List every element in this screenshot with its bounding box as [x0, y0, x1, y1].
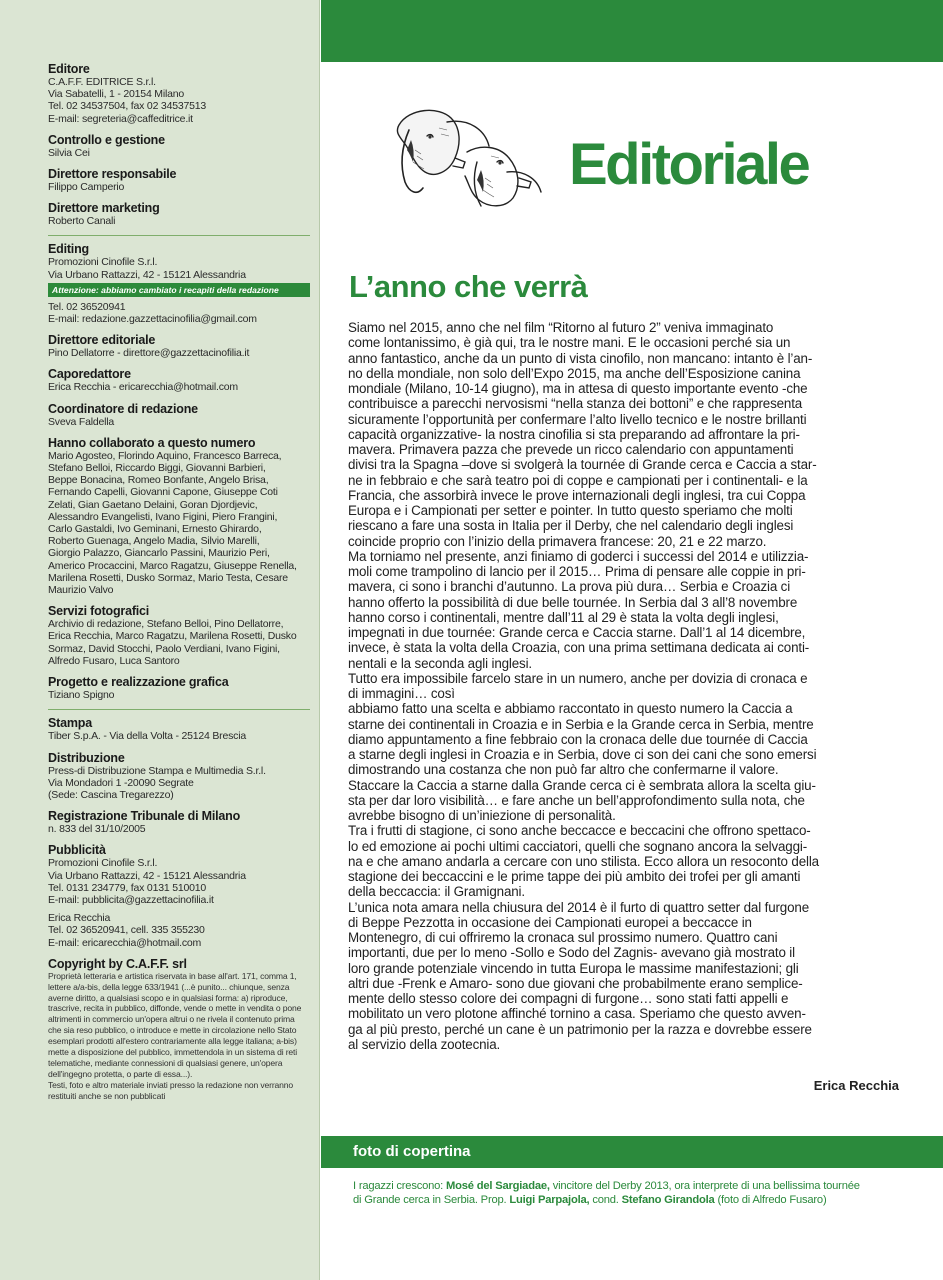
masthead-line: Beppe Bonacina, Romeo Bonfante, Angelo Brisa,: [48, 474, 269, 487]
masthead-line: Giorgio Palazzo, Giancarlo Passini, Maurizio Peri,: [48, 547, 270, 560]
article-line: Ma torniamo nel presente, anzi finiamo di goderci i successi del 2014 e utilizzia-: [348, 548, 809, 564]
article-line: Europa e i Campionati per setter e pointer. In tutto questo speriamo che molti: [348, 503, 793, 518]
article-line: ne in febbraio e che sarà teatro poi di coppe e campionati per i continentali- e la: [348, 472, 808, 488]
caption-line: [353, 1194, 928, 1208]
article-line: lo ed emozione ai pochi ultimi cacciatori, quelli che sognano ancora la selvaggi-: [348, 838, 808, 854]
article-title: L’anno che verrà: [349, 269, 588, 304]
masthead-section-editore: [48, 62, 310, 125]
masthead-line: Sveva Faldella: [48, 415, 115, 428]
copyright-notice: Proprietà letteraria e artistica riservata in base all'art. 171, comma 1, lettere a/a-bis, della legge 633/1941 (...è punito... chiunque, senza averne diritto, a qualsiasi scopo e in qualsiasi forma: a) riproduce, trascrive, recita in pubblico, diffonde, vende o mette in vendita o pone altrimenti in commercio un'opera altrui o ne rivela il contenuto prima che sia reso pubblico, o introduce e mette in circolazione nello Stato esemplari prodotti all'estero contrariamente alla legge italiana; a-bis) mette a disposizione del pubblico, immettendola in un sistema di reti telematiche, mediante connessioni di qualsiasi genere, un'opera dell'ingegno protetta, o parte di essa...).: [48, 970, 302, 1079]
masthead-line: Tel. 02 34537504, fax 02 34537513: [48, 100, 207, 113]
masthead-line: (Sede: Cascina Tregarezzo): [48, 788, 174, 801]
masthead-line: Promozioni Cinofile S.r.l.: [48, 256, 158, 269]
article-line: al servizio della zootecnia.: [348, 1036, 501, 1052]
masthead-line: Mario Agosteo, Florindo Aquino, Francesco Barreca,: [48, 449, 282, 462]
masthead-heading: Direttore responsabile: [48, 167, 177, 182]
article-line: Tra i frutti di stagione, ci sono anche beccacce e beccacini che offrono spettaco-: [348, 823, 811, 839]
masthead-line: E-mail: pubblicita@gazzettacinofilia.it: [48, 893, 214, 906]
article-line: riescano a fare una sosta in Italia per il Derby, che nel calendario degli inglesi: [348, 518, 794, 534]
article-line: mavera. Primavera pazza che prevede un ricco calendario con appuntamenti: [348, 442, 794, 457]
caption-dog-name: Mosé del Sargiadae,: [446, 1180, 550, 1192]
masthead-heading: Servizi fotografici: [48, 604, 150, 619]
article-line: ga al più presto, perché un cane è un patrimonio per la razza e dovrebbe essere: [348, 1021, 812, 1037]
masthead-section-editing: [48, 242, 310, 325]
article-author: Erica Recchia: [813, 1078, 899, 1093]
caption-text: vincitore del Derby 2013, ora interprete di una bellissima tournée: [549, 1180, 860, 1192]
article-line: importanti, due per lo meno -Sollo e Sodo del Zagnis- avevano già mostrato il: [348, 945, 795, 961]
masthead-heading: Hanno collaborato a questo numero: [48, 435, 256, 450]
masthead-section-direttore-resp: [48, 167, 310, 193]
masthead-line: E-mail: redazione.gazzettacinofilia@gmail.com: [48, 313, 257, 326]
article-line: di Beppe Pezzotta in occasione dei Campionati europei a beccacce in: [348, 914, 752, 930]
article-line: divisi tra la Spagna –dove si svolgerà la tournée di Grande cerca e Caccia a star-: [348, 457, 817, 473]
masthead-heading: Registrazione Tribunale di Milano: [48, 809, 241, 824]
masthead-line: Alfredo Fusaro, Luca Santoro: [48, 654, 180, 667]
masthead-heading: Caporedattore: [48, 367, 131, 382]
setter-dogs-illustration: [369, 100, 549, 220]
masthead-section-collaborato: [48, 436, 310, 596]
masthead-line: Silvia Cei: [48, 146, 90, 159]
editorial-column: [321, 62, 943, 1280]
article-line: capacità organizzative- la nostra cinofilia si sta preparando ad affrontare la pri-: [348, 426, 800, 442]
section-divider: [48, 235, 310, 236]
masthead-line: Carlo Gastaldi, Ivo Geminani, Ernesto Ghirardo,: [48, 523, 262, 536]
masthead-section-pubblicita: [48, 843, 310, 948]
caption-text: cond.: [589, 1193, 622, 1206]
masthead-line: Americo Procaccini, Marco Ragatzu, Giuseppe Renella,: [48, 559, 297, 572]
masthead-line: E-mail: ericarecchia@hotmail.com: [48, 936, 202, 949]
masthead-heading: Coordinatore di redazione: [48, 401, 198, 416]
masthead-line: Roberto Canali: [48, 215, 116, 228]
article-line: abbiamo fatto una scelta e abbiamo raccontato in questo numero la Caccia a: [348, 701, 793, 717]
masthead-line: Stefano Belloi, Riccardo Biggi, Giovanni Barbieri,: [48, 462, 266, 475]
article-line: anno fantastico, anche da un punto di vista cinofilo, non mancano: intanto è l’an-: [348, 350, 813, 366]
article-line: mente dello stesso colore dei compagni di furgone… sono stati fatti appelli e: [348, 991, 789, 1006]
masthead-heading: Editore: [48, 62, 90, 76]
masthead-line: C.A.F.F. EDITRICE S.r.l.: [48, 76, 156, 88]
masthead-line: Tel. 02 36520941: [48, 300, 126, 313]
article-line: starne dei continentali in Croazia e in Serbia e la Grande cerca in Serbia, mentre: [348, 716, 814, 732]
masthead-line: Via Urbano Rattazzi, 42 - 15121 Alessandria: [48, 869, 246, 882]
masthead-heading: Direttore editoriale: [48, 333, 156, 348]
article-body: [348, 320, 918, 1052]
caption-line: [353, 1180, 928, 1194]
article-line: Tutto era impossibile farcelo stare in un numero, anche per dovizia di cronaca e: [348, 670, 808, 686]
masthead-heading: Progetto e realizzazione grafica: [48, 675, 229, 690]
article-line: Siamo nel 2015, anno che nel film “Ritorno al futuro 2” veniva immaginato: [348, 320, 774, 335]
masthead-credits: [48, 62, 310, 1110]
article-line: nentali e la seconda agli inglesi.: [348, 655, 532, 671]
article-line: moli come trampolino di lancio per il 2015… Prima di pensare alle coppie in pri-: [348, 564, 806, 579]
caption-text: (foto di Alfredo Fusaro): [714, 1193, 827, 1206]
masthead-line: E-mail: segreteria@caffeditrice.it: [48, 112, 193, 125]
top-green-band: [321, 0, 943, 62]
masthead-heading: Editing: [48, 242, 89, 257]
masthead-section-distribuzione: [48, 751, 310, 802]
article-line: diamo appuntamento a fine febbraio con la cronaca delle due tournée di Caccia: [348, 731, 808, 747]
masthead-heading: Direttore marketing: [48, 201, 160, 216]
article-line: mavera, ci sono i branchi d’autunno. La prova più dura… Serbia e Croazia ci: [348, 579, 791, 595]
article-line: mondiale (Milano, 10-14 giugno), ma in attesa di questo importante evento -che: [348, 381, 808, 396]
masthead-heading: Distribuzione: [48, 750, 125, 765]
article-line: L’unica nota amara nella chiusura del 2014 è il furto di quattro setter dal furgone: [348, 899, 809, 915]
masthead-line: Tel. 0131 234779, fax 0131 510010: [48, 881, 207, 894]
masthead-line: Fernando Capelli, Giovanni Capone, Giuseppe Coti: [48, 486, 278, 499]
article-line: impegnati in due tournée: Grande cerca e Caccia starne. Dall’1 al 14 dicembre,: [348, 625, 806, 640]
masthead-line: Alessandro Evangelisti, Ivano Figini, Piero Frangini,: [48, 510, 278, 523]
caption-text: I ragazzi crescono:: [353, 1180, 447, 1192]
masthead-section-stampa: [48, 716, 310, 742]
article-line: coincide proprio con l’inizio della primavera francese: 20, 21 e 22 marzo.: [348, 533, 767, 549]
article-line: no della mondiale, non solo dell’Expo 2015, ma anche dell’Esposizione canina: [348, 365, 801, 381]
cover-photo-band: [321, 1136, 943, 1168]
masthead-line: Via Urbano Rattazzi, 42 - 15121 Alessandria: [48, 268, 246, 281]
masthead-section-servizi: [48, 604, 310, 667]
masthead-section-coordinatore: [48, 402, 310, 428]
masthead-line: Marilena Rosetti, Dusko Sormaz, Mario Testa, Cesare: [48, 571, 288, 584]
article-line: sta per dar loro visibilità… e fare anche un bell’approfondimento sulla nota, che: [348, 792, 805, 808]
masthead-section-caporedattore: [48, 367, 310, 393]
article-line: Staccare la Caccia a starne dalla Grande cerca ci è sembrata allora la scelta giu-: [348, 777, 816, 793]
article-line: na e che amano andarla a cercare con uno stilista. Ecco allora un resoconto della: [348, 853, 819, 869]
masthead-section-progetto: [48, 675, 310, 701]
masthead-line: Tiber S.p.A. - Via della Volta - 25124 Brescia: [48, 730, 246, 743]
article-line: hanno offerto la possibilità di due belle tournée. In Serbia dal 3 all’8 novembre: [348, 594, 798, 610]
article-line: stagione dei beccaccini e le prime tappe dei più ambito dei trofei per gli amanti: [348, 869, 801, 884]
section-divider: [48, 709, 310, 710]
article-line: come lontanissimo, è già qui, tra le nostre mani. E le occasioni perché sia un: [348, 335, 791, 351]
masthead-line: Archivio di redazione, Stefano Belloi, Pino Dellatorre,: [48, 618, 284, 631]
masthead-heading: Copyright by C.A.F.F. srl: [48, 956, 187, 971]
masthead-line: Tel. 02 36520941, cell. 335 355230: [48, 924, 205, 937]
masthead-line: Press-di Distribuzione Stampa e Multimedia S.r.l.: [48, 764, 266, 777]
article-line: loro grande potenziale vincendo in tutta Europa le massime manifestazioni; gli: [348, 960, 799, 976]
article-line: mobilitato un vero plotone affinché tornino a casa. Speriamo che questo avven-: [348, 1006, 806, 1022]
caption-handler-name: Stefano Girandola: [621, 1193, 715, 1206]
masthead-line: Zelati, Gian Gaetano Delaini, Goran Djordjevic,: [48, 498, 258, 511]
masthead-section-copyright: [48, 957, 310, 1102]
masthead-line: Maurizio Valvo: [48, 584, 114, 597]
section-title: Editoriale: [569, 132, 809, 197]
masthead-line: Erica Recchia - ericarecchia@hotmail.com: [48, 381, 238, 394]
article-line: di immagini… così: [348, 686, 455, 701]
article-line: della beccaccia: il Gramignani.: [348, 884, 525, 900]
masthead-section-controllo: [48, 133, 310, 159]
cover-photo-caption: [353, 1180, 928, 1207]
masthead-heading: Pubblicità: [48, 843, 106, 858]
masthead-line: Sormaz, David Stocchi, Paolo Verdiani, Ivano Figini,: [48, 642, 280, 655]
masthead-line: Via Mondadori 1 -20090 Segrate: [48, 776, 194, 789]
masthead-sidebar: [0, 0, 320, 1280]
masthead-line: Promozioni Cinofile S.r.l.: [48, 857, 158, 870]
masthead-line: Via Sabatelli, 1 - 20154 Milano: [48, 88, 185, 101]
article-line: hanno corso i continentali, mentre dall’11 al 29 è stata la volta degli inglesi,: [348, 609, 779, 625]
article-line: avrebbe bisogno di un’iniezione di personalità.: [348, 808, 616, 823]
masthead-heading: Stampa: [48, 716, 92, 731]
article-line: invece, è stata la volta della Croazia, con una prima settimana dedicata ai conti-: [348, 640, 810, 656]
caption-text: di Grande cerca in Serbia. Prop.: [353, 1193, 510, 1206]
masthead-line: Erica Recchia: [48, 912, 111, 925]
article-line: Montenegro, di cui offriremo la cronaca sul prossimo numero. Quattro cani: [348, 930, 778, 945]
masthead-section-direttore-ed: [48, 333, 310, 359]
submission-note: Testi, foto e altro materiale inviati presso la redazione non verranno restituiti anche se non pubblicati: [48, 1079, 294, 1101]
masthead-line: Erica Recchia, Marco Ragatzu, Marilena Rosetti, Dusko: [48, 630, 297, 643]
cover-photo-label: foto di copertina: [353, 1143, 471, 1160]
masthead-section-direttore-mkt: [48, 201, 310, 227]
masthead-line: Pino Dellatorre - direttore@gazzettacinofilia.it: [48, 347, 250, 360]
article-line: Francia, che assorbirà invece le prove internazionali degli inglesi, tra cui Coppa: [348, 487, 806, 503]
masthead-section-registrazione: [48, 809, 310, 835]
masthead-line: n. 833 del 31/10/2005: [48, 823, 146, 836]
masthead-line: Tiziano Spigno: [48, 689, 115, 702]
article-line: dimostrando una costanza che non può far altro che confermarne il valore.: [348, 762, 779, 778]
contact-change-notice: Attenzione: abbiamo cambiato i recapiti della redazione: [48, 283, 310, 297]
article-line: contribuisce a parecchi nervosismi “nella stanza dei bottoni” e che rappresenta: [348, 396, 803, 412]
masthead-line: Roberto Guenaga, Angelo Madia, Silvio Marelli,: [48, 535, 260, 548]
masthead-line: Filippo Camperio: [48, 181, 125, 194]
article-line: a starne degli inglesi in Croazia e in Serbia, dove ci son dei cani che sono emersi: [348, 747, 817, 762]
article-line: sicuramente l’opportunità per confermare l’alto livello tecnico e le nostre brillanti: [348, 411, 807, 427]
caption-owner-name: Luigi Parpajola,: [509, 1193, 590, 1206]
article-line: altri due -Frenk e Amaro- sono due giovani che probabilmente erano semplice-: [348, 975, 803, 991]
masthead-heading: Controllo e gestione: [48, 132, 165, 147]
